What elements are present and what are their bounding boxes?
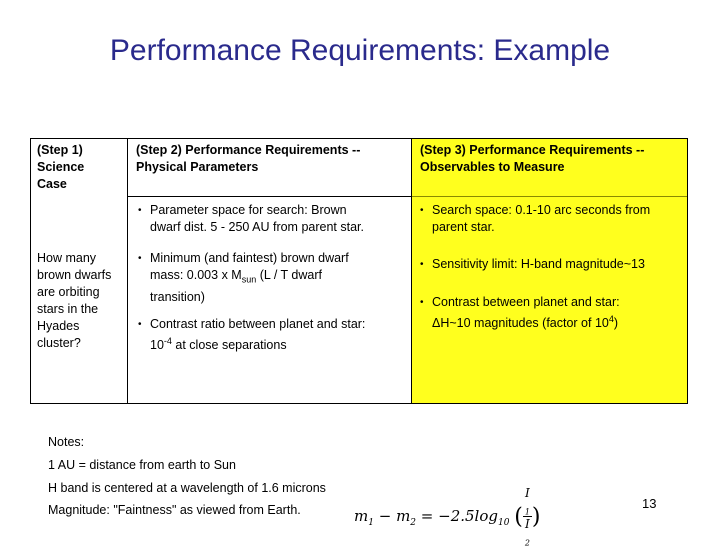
notes-heading: Notes: xyxy=(48,435,85,449)
step3-header-divider xyxy=(412,196,687,197)
step3-bullet-sensitivity: • Sensitivity limit: H-band magnitude~13 xyxy=(420,256,645,273)
step3-column xyxy=(412,138,688,404)
step2-header-divider xyxy=(128,196,411,197)
slide-title: Performance Requirements: Example xyxy=(109,34,611,67)
step3-bullet-contrast: • Contrast between planet and star: ΔH~10 magnitudes (factor of $10^4$) xyxy=(420,294,620,332)
page-number: 13 xyxy=(642,496,657,511)
step2-bullet-parameter-space: • Parameter space for search: Brown dwarf dist. 5 - 250 AU from parent star. xyxy=(138,202,364,236)
step3-bullet-search-space: • Search space: 0.1-10 arc seconds from parent star. xyxy=(420,202,650,236)
step2-header: (Step 2) Performance Requirements -- Physical Parameters xyxy=(136,143,361,174)
note-magnitude: Magnitude: "Faintness" as viewed from Earth. xyxy=(48,503,301,517)
intensity-ratio: I $_1$ I $_2$ xyxy=(524,486,530,548)
note-au: 1 AU = distance from earth to Sun xyxy=(48,458,236,472)
step1-header: (Step 1) Science Case xyxy=(37,143,85,191)
step2-bullet-contrast-ratio: • Contrast ratio between planet and star: $10^{-4}$ at close separations xyxy=(138,316,365,354)
science-question: How many brown dwarfs are orbiting stars in the Hyades cluster? xyxy=(37,251,112,350)
step2-column xyxy=(128,138,412,404)
note-h-band: H band is centered at a wavelength of 1.6 microns xyxy=(48,481,326,495)
magnitude-formula: $m_1 - m_2 = -2.5\log_{10}$ ( I $_1$ I $_2$ ) xyxy=(354,486,541,548)
step2-bullet-minimum-mass: • Minimum (and faintest) brown dwarf mass: 0.003 x $M_{sun}$ (L / T dwarf transition) xyxy=(138,250,349,306)
step1-column xyxy=(30,138,128,404)
step3-header: (Step 3) Performance Requirements -- Observables to Measure xyxy=(420,143,645,174)
